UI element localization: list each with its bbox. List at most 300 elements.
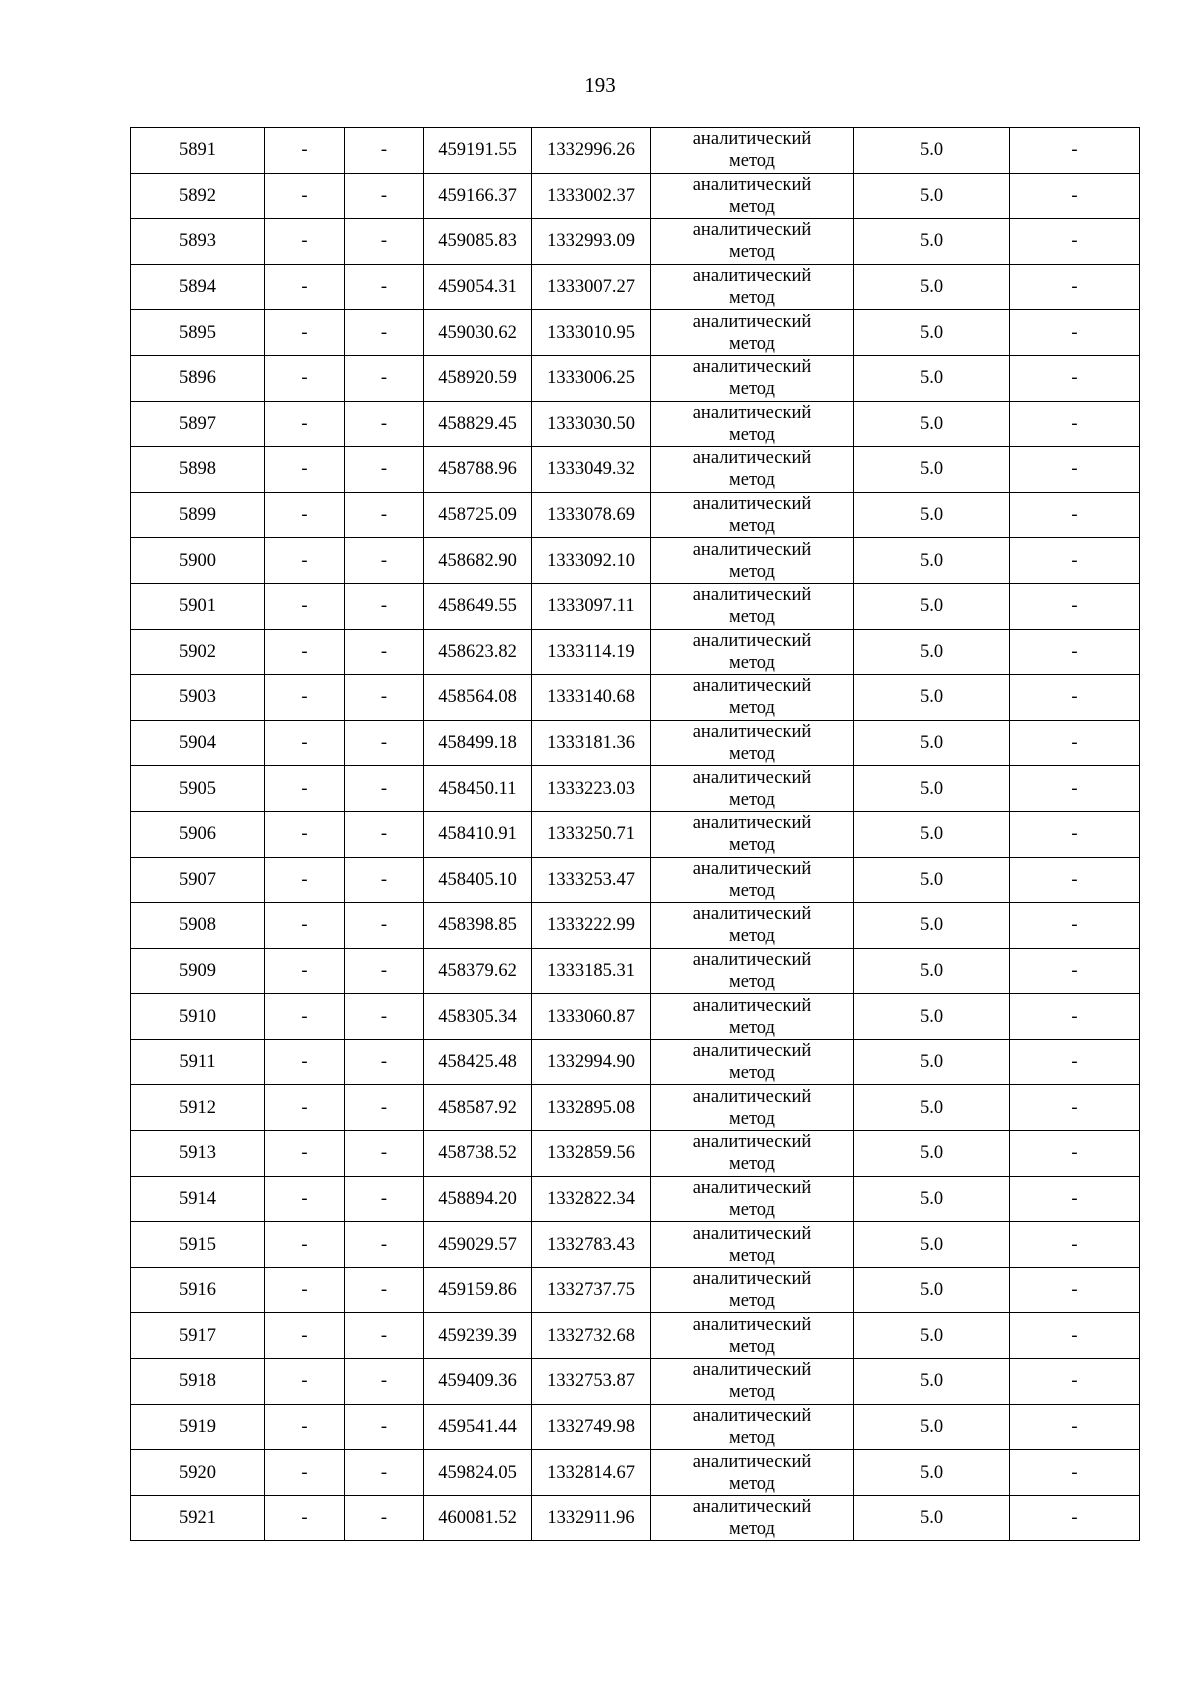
accuracy-cell: 5.0 <box>854 766 1010 812</box>
dash-cell: - <box>1010 264 1140 310</box>
method-line-2: метод <box>729 516 775 537</box>
dash-cell: - <box>345 1176 424 1222</box>
accuracy-cell: 5.0 <box>854 401 1010 447</box>
dash-cell: - <box>1010 173 1140 219</box>
dash-cell: - <box>265 811 345 857</box>
point-number-cell: 5903 <box>131 675 265 721</box>
dash-cell: - <box>345 1039 424 1085</box>
point-number-cell: 5899 <box>131 492 265 538</box>
y-coordinate-cell: 1333078.69 <box>532 492 651 538</box>
y-coordinate-cell: 1332749.98 <box>532 1404 651 1450</box>
accuracy-cell: 5.0 <box>854 1495 1010 1541</box>
x-coordinate-cell: 458788.96 <box>424 447 532 493</box>
dash-cell: - <box>1010 401 1140 447</box>
method-line-1: аналитический <box>692 357 812 378</box>
accuracy-cell: 5.0 <box>854 355 1010 401</box>
method-line-2: метод <box>729 971 775 992</box>
accuracy-cell: 5.0 <box>854 1313 1010 1359</box>
method-cell <box>651 1267 854 1313</box>
table-row <box>131 492 1140 538</box>
accuracy-cell: 5.0 <box>854 720 1010 766</box>
point-number-cell: 5905 <box>131 766 265 812</box>
dash-cell: - <box>345 173 424 219</box>
dash-cell: - <box>1010 219 1140 265</box>
method-cell <box>651 264 854 310</box>
x-coordinate-cell: 458649.55 <box>424 583 532 629</box>
x-coordinate-cell: 459824.05 <box>424 1450 532 1496</box>
method-cell <box>651 1313 854 1359</box>
method-line-1: аналитический <box>692 676 812 697</box>
point-number-cell: 5901 <box>131 583 265 629</box>
table-row <box>131 583 1140 629</box>
y-coordinate-cell: 1332753.87 <box>532 1359 651 1405</box>
dash-cell: - <box>345 720 424 766</box>
method-cell <box>651 583 854 629</box>
dash-cell: - <box>1010 1222 1140 1268</box>
y-coordinate-cell: 1332822.34 <box>532 1176 651 1222</box>
table-row <box>131 1404 1140 1450</box>
dash-cell: - <box>265 1359 345 1405</box>
y-coordinate-cell: 1332814.67 <box>532 1450 651 1496</box>
dash-cell: - <box>265 720 345 766</box>
method-line-1: аналитический <box>692 266 812 287</box>
accuracy-cell: 5.0 <box>854 1039 1010 1085</box>
table-row <box>131 1131 1140 1177</box>
table-row <box>131 538 1140 584</box>
dash-cell: - <box>1010 447 1140 493</box>
table-row <box>131 1495 1140 1541</box>
dash-cell: - <box>265 264 345 310</box>
table-row <box>131 766 1140 812</box>
dash-cell: - <box>265 401 345 447</box>
method-line-2: метод <box>729 333 775 354</box>
method-line-1: аналитический <box>692 722 812 743</box>
point-number-cell: 5891 <box>131 128 265 174</box>
dash-cell: - <box>1010 1176 1140 1222</box>
y-coordinate-cell: 1332859.56 <box>532 1131 651 1177</box>
method-cell <box>651 538 854 584</box>
dash-cell: - <box>1010 538 1140 584</box>
dash-cell: - <box>1010 1404 1140 1450</box>
dash-cell: - <box>265 629 345 675</box>
method-line-1: аналитический <box>692 1314 812 1335</box>
dash-cell: - <box>1010 811 1140 857</box>
dash-cell: - <box>1010 994 1140 1040</box>
dash-cell: - <box>265 310 345 356</box>
dash-cell: - <box>265 857 345 903</box>
dash-cell: - <box>345 128 424 174</box>
dash-cell: - <box>1010 1495 1140 1541</box>
x-coordinate-cell: 458564.08 <box>424 675 532 721</box>
x-coordinate-cell: 458623.82 <box>424 629 532 675</box>
y-coordinate-cell: 1333140.68 <box>532 675 651 721</box>
method-cell <box>651 1039 854 1085</box>
method-line-2: метод <box>729 835 775 856</box>
accuracy-cell: 5.0 <box>854 128 1010 174</box>
dash-cell: - <box>345 811 424 857</box>
y-coordinate-cell: 1332737.75 <box>532 1267 651 1313</box>
accuracy-cell: 5.0 <box>854 1404 1010 1450</box>
x-coordinate-cell: 458410.91 <box>424 811 532 857</box>
accuracy-cell: 5.0 <box>854 538 1010 584</box>
method-line-2: метод <box>729 470 775 491</box>
dash-cell: - <box>345 583 424 629</box>
dash-cell: - <box>265 492 345 538</box>
method-line-1: аналитический <box>692 1177 812 1198</box>
y-coordinate-cell: 1333222.99 <box>532 903 651 949</box>
y-coordinate-cell: 1333253.47 <box>532 857 651 903</box>
dash-cell: - <box>265 948 345 994</box>
method-cell <box>651 903 854 949</box>
dash-cell: - <box>1010 355 1140 401</box>
method-cell <box>651 447 854 493</box>
method-line-2: метод <box>729 1108 775 1129</box>
dash-cell: - <box>1010 1131 1140 1177</box>
table-row <box>131 447 1140 493</box>
method-line-2: метод <box>729 1336 775 1357</box>
x-coordinate-cell: 458379.62 <box>424 948 532 994</box>
dash-cell: - <box>1010 766 1140 812</box>
x-coordinate-cell: 459029.57 <box>424 1222 532 1268</box>
method-line-2: метод <box>729 1382 775 1403</box>
method-line-2: метод <box>729 1427 775 1448</box>
y-coordinate-cell: 1333185.31 <box>532 948 651 994</box>
method-cell <box>651 948 854 994</box>
method-line-1: аналитический <box>692 539 812 560</box>
accuracy-cell: 5.0 <box>854 629 1010 675</box>
method-cell <box>651 1085 854 1131</box>
x-coordinate-cell: 459085.83 <box>424 219 532 265</box>
accuracy-cell: 5.0 <box>854 310 1010 356</box>
point-number-cell: 5917 <box>131 1313 265 1359</box>
method-line-1: аналитический <box>692 1041 812 1062</box>
dash-cell: - <box>1010 903 1140 949</box>
dash-cell: - <box>265 1313 345 1359</box>
method-line-1: аналитический <box>692 311 812 332</box>
method-line-2: метод <box>729 1473 775 1494</box>
y-coordinate-cell: 1333250.71 <box>532 811 651 857</box>
y-coordinate-cell: 1332994.90 <box>532 1039 651 1085</box>
table-row <box>131 219 1140 265</box>
dash-cell: - <box>265 1222 345 1268</box>
method-line-2: метод <box>729 561 775 582</box>
method-cell <box>651 629 854 675</box>
dash-cell: - <box>1010 675 1140 721</box>
method-cell <box>651 811 854 857</box>
table-row <box>131 1359 1140 1405</box>
x-coordinate-cell: 459239.39 <box>424 1313 532 1359</box>
method-line-2: метод <box>729 880 775 901</box>
accuracy-cell: 5.0 <box>854 1267 1010 1313</box>
y-coordinate-cell: 1333114.19 <box>532 629 651 675</box>
method-cell <box>651 492 854 538</box>
method-line-2: метод <box>729 744 775 765</box>
method-line-1: аналитический <box>692 1086 812 1107</box>
y-coordinate-cell: 1333030.50 <box>532 401 651 447</box>
method-line-2: метод <box>729 1063 775 1084</box>
x-coordinate-cell: 459541.44 <box>424 1404 532 1450</box>
y-coordinate-cell: 1333002.37 <box>532 173 651 219</box>
accuracy-cell: 5.0 <box>854 811 1010 857</box>
point-number-cell: 5900 <box>131 538 265 584</box>
accuracy-cell: 5.0 <box>854 264 1010 310</box>
x-coordinate-cell: 458682.90 <box>424 538 532 584</box>
dash-cell: - <box>265 675 345 721</box>
point-number-cell: 5898 <box>131 447 265 493</box>
point-number-cell: 5897 <box>131 401 265 447</box>
x-coordinate-cell: 458587.92 <box>424 1085 532 1131</box>
y-coordinate-cell: 1333049.32 <box>532 447 651 493</box>
dash-cell: - <box>265 1495 345 1541</box>
y-coordinate-cell: 1333092.10 <box>532 538 651 584</box>
method-cell <box>651 128 854 174</box>
y-coordinate-cell: 1333060.87 <box>532 994 651 1040</box>
dash-cell: - <box>345 264 424 310</box>
y-coordinate-cell: 1333006.25 <box>532 355 651 401</box>
method-cell <box>651 401 854 447</box>
y-coordinate-cell: 1332993.09 <box>532 219 651 265</box>
point-number-cell: 5906 <box>131 811 265 857</box>
table-row <box>131 128 1140 174</box>
dash-cell: - <box>1010 1085 1140 1131</box>
dash-cell: - <box>345 219 424 265</box>
dash-cell: - <box>1010 857 1140 903</box>
dash-cell: - <box>345 1359 424 1405</box>
dash-cell: - <box>265 994 345 1040</box>
table-row <box>131 903 1140 949</box>
method-line-2: метод <box>729 652 775 673</box>
method-cell <box>651 766 854 812</box>
accuracy-cell: 5.0 <box>854 219 1010 265</box>
point-number-cell: 5912 <box>131 1085 265 1131</box>
dash-cell: - <box>345 355 424 401</box>
dash-cell: - <box>345 766 424 812</box>
method-cell <box>651 1359 854 1405</box>
method-cell <box>651 857 854 903</box>
dash-cell: - <box>345 1450 424 1496</box>
dash-cell: - <box>265 1039 345 1085</box>
accuracy-cell: 5.0 <box>854 903 1010 949</box>
table-row <box>131 1176 1140 1222</box>
point-number-cell: 5911 <box>131 1039 265 1085</box>
method-line-1: аналитический <box>692 1451 812 1472</box>
accuracy-cell: 5.0 <box>854 994 1010 1040</box>
table-row <box>131 1267 1140 1313</box>
dash-cell: - <box>1010 1450 1140 1496</box>
method-line-2: метод <box>729 151 775 172</box>
table-row <box>131 355 1140 401</box>
dash-cell: - <box>265 355 345 401</box>
table-row <box>131 1085 1140 1131</box>
method-line-1: аналитический <box>692 858 812 879</box>
method-line-2: метод <box>729 1199 775 1220</box>
method-cell <box>651 1176 854 1222</box>
table-row <box>131 1222 1140 1268</box>
method-line-1: аналитический <box>692 402 812 423</box>
method-line-2: метод <box>729 288 775 309</box>
dash-cell: - <box>345 1222 424 1268</box>
point-number-cell: 5892 <box>131 173 265 219</box>
point-number-cell: 5907 <box>131 857 265 903</box>
accuracy-cell: 5.0 <box>854 857 1010 903</box>
method-cell <box>651 720 854 766</box>
point-number-cell: 5894 <box>131 264 265 310</box>
method-line-1: аналитический <box>692 1223 812 1244</box>
table-body <box>131 128 1140 1541</box>
accuracy-cell: 5.0 <box>854 492 1010 538</box>
point-number-cell: 5919 <box>131 1404 265 1450</box>
table-row <box>131 173 1140 219</box>
method-line-2: метод <box>729 698 775 719</box>
dash-cell: - <box>1010 1039 1140 1085</box>
point-number-cell: 5902 <box>131 629 265 675</box>
dash-cell: - <box>345 1131 424 1177</box>
dash-cell: - <box>265 1450 345 1496</box>
dash-cell: - <box>345 857 424 903</box>
y-coordinate-cell: 1332732.68 <box>532 1313 651 1359</box>
method-line-1: аналитический <box>692 630 812 651</box>
point-number-cell: 5921 <box>131 1495 265 1541</box>
accuracy-cell: 5.0 <box>854 583 1010 629</box>
y-coordinate-cell: 1333007.27 <box>532 264 651 310</box>
dash-cell: - <box>265 903 345 949</box>
point-number-cell: 5893 <box>131 219 265 265</box>
dash-cell: - <box>265 1404 345 1450</box>
y-coordinate-cell: 1332783.43 <box>532 1222 651 1268</box>
table-row <box>131 264 1140 310</box>
table-row <box>131 675 1140 721</box>
method-line-1: аналитический <box>692 174 812 195</box>
dash-cell: - <box>1010 492 1140 538</box>
point-number-cell: 5908 <box>131 903 265 949</box>
dash-cell: - <box>265 1085 345 1131</box>
dash-cell: - <box>345 994 424 1040</box>
method-line-1: аналитический <box>692 1269 812 1290</box>
method-cell <box>651 355 854 401</box>
x-coordinate-cell: 458405.10 <box>424 857 532 903</box>
x-coordinate-cell: 458725.09 <box>424 492 532 538</box>
dash-cell: - <box>265 173 345 219</box>
accuracy-cell: 5.0 <box>854 675 1010 721</box>
dash-cell: - <box>1010 1267 1140 1313</box>
x-coordinate-cell: 459191.55 <box>424 128 532 174</box>
method-cell <box>651 675 854 721</box>
table-row <box>131 994 1140 1040</box>
dash-cell: - <box>265 447 345 493</box>
dash-cell: - <box>1010 128 1140 174</box>
dash-cell: - <box>1010 310 1140 356</box>
table-row <box>131 1039 1140 1085</box>
dash-cell: - <box>345 1404 424 1450</box>
dash-cell: - <box>345 447 424 493</box>
x-coordinate-cell: 458738.52 <box>424 1131 532 1177</box>
method-line-1: аналитический <box>692 1497 812 1518</box>
dash-cell: - <box>1010 1359 1140 1405</box>
dash-cell: - <box>345 1267 424 1313</box>
method-cell <box>651 1495 854 1541</box>
method-line-2: метод <box>729 1245 775 1266</box>
accuracy-cell: 5.0 <box>854 1131 1010 1177</box>
method-cell <box>651 173 854 219</box>
method-line-1: аналитический <box>692 1405 812 1426</box>
table-row <box>131 310 1140 356</box>
method-line-1: аналитический <box>692 949 812 970</box>
method-line-2: метод <box>729 1519 775 1540</box>
table-row <box>131 811 1140 857</box>
dash-cell: - <box>345 1313 424 1359</box>
dash-cell: - <box>265 219 345 265</box>
method-line-1: аналитический <box>692 585 812 606</box>
coordinates-table <box>130 127 1140 1541</box>
point-number-cell: 5909 <box>131 948 265 994</box>
method-cell <box>651 1450 854 1496</box>
accuracy-cell: 5.0 <box>854 1450 1010 1496</box>
x-coordinate-cell: 459409.36 <box>424 1359 532 1405</box>
dash-cell: - <box>265 1267 345 1313</box>
method-line-2: метод <box>729 196 775 217</box>
method-line-1: аналитический <box>692 767 812 788</box>
method-line-2: метод <box>729 424 775 445</box>
x-coordinate-cell: 458425.48 <box>424 1039 532 1085</box>
y-coordinate-cell: 1333010.95 <box>532 310 651 356</box>
dash-cell: - <box>345 1085 424 1131</box>
accuracy-cell: 5.0 <box>854 948 1010 994</box>
accuracy-cell: 5.0 <box>854 1176 1010 1222</box>
method-line-2: метод <box>729 926 775 947</box>
method-line-2: метод <box>729 242 775 263</box>
page-number: 193 <box>584 73 616 97</box>
x-coordinate-cell: 458305.34 <box>424 994 532 1040</box>
dash-cell: - <box>1010 1313 1140 1359</box>
method-cell <box>651 1404 854 1450</box>
dash-cell: - <box>345 948 424 994</box>
point-number-cell: 5914 <box>131 1176 265 1222</box>
x-coordinate-cell: 458894.20 <box>424 1176 532 1222</box>
method-line-2: метод <box>729 607 775 628</box>
y-coordinate-cell: 1333181.36 <box>532 720 651 766</box>
dash-cell: - <box>345 629 424 675</box>
x-coordinate-cell: 459166.37 <box>424 173 532 219</box>
y-coordinate-cell: 1333097.11 <box>532 583 651 629</box>
method-cell <box>651 1131 854 1177</box>
dash-cell: - <box>345 903 424 949</box>
method-line-1: аналитический <box>692 813 812 834</box>
x-coordinate-cell: 458398.85 <box>424 903 532 949</box>
dash-cell: - <box>1010 583 1140 629</box>
accuracy-cell: 5.0 <box>854 1222 1010 1268</box>
accuracy-cell: 5.0 <box>854 1085 1010 1131</box>
point-number-cell: 5895 <box>131 310 265 356</box>
x-coordinate-cell: 459159.86 <box>424 1267 532 1313</box>
point-number-cell: 5918 <box>131 1359 265 1405</box>
dash-cell: - <box>265 128 345 174</box>
method-line-2: метод <box>729 1154 775 1175</box>
dash-cell: - <box>265 583 345 629</box>
dash-cell: - <box>345 1495 424 1541</box>
point-number-cell: 5904 <box>131 720 265 766</box>
table-row <box>131 629 1140 675</box>
y-coordinate-cell: 1332895.08 <box>532 1085 651 1131</box>
accuracy-cell: 5.0 <box>854 1359 1010 1405</box>
method-line-2: метод <box>729 1017 775 1038</box>
table-row <box>131 1313 1140 1359</box>
point-number-cell: 5913 <box>131 1131 265 1177</box>
dash-cell: - <box>345 675 424 721</box>
y-coordinate-cell: 1332911.96 <box>532 1495 651 1541</box>
accuracy-cell: 5.0 <box>854 447 1010 493</box>
method-line-1: аналитический <box>692 448 812 469</box>
point-number-cell: 5910 <box>131 994 265 1040</box>
